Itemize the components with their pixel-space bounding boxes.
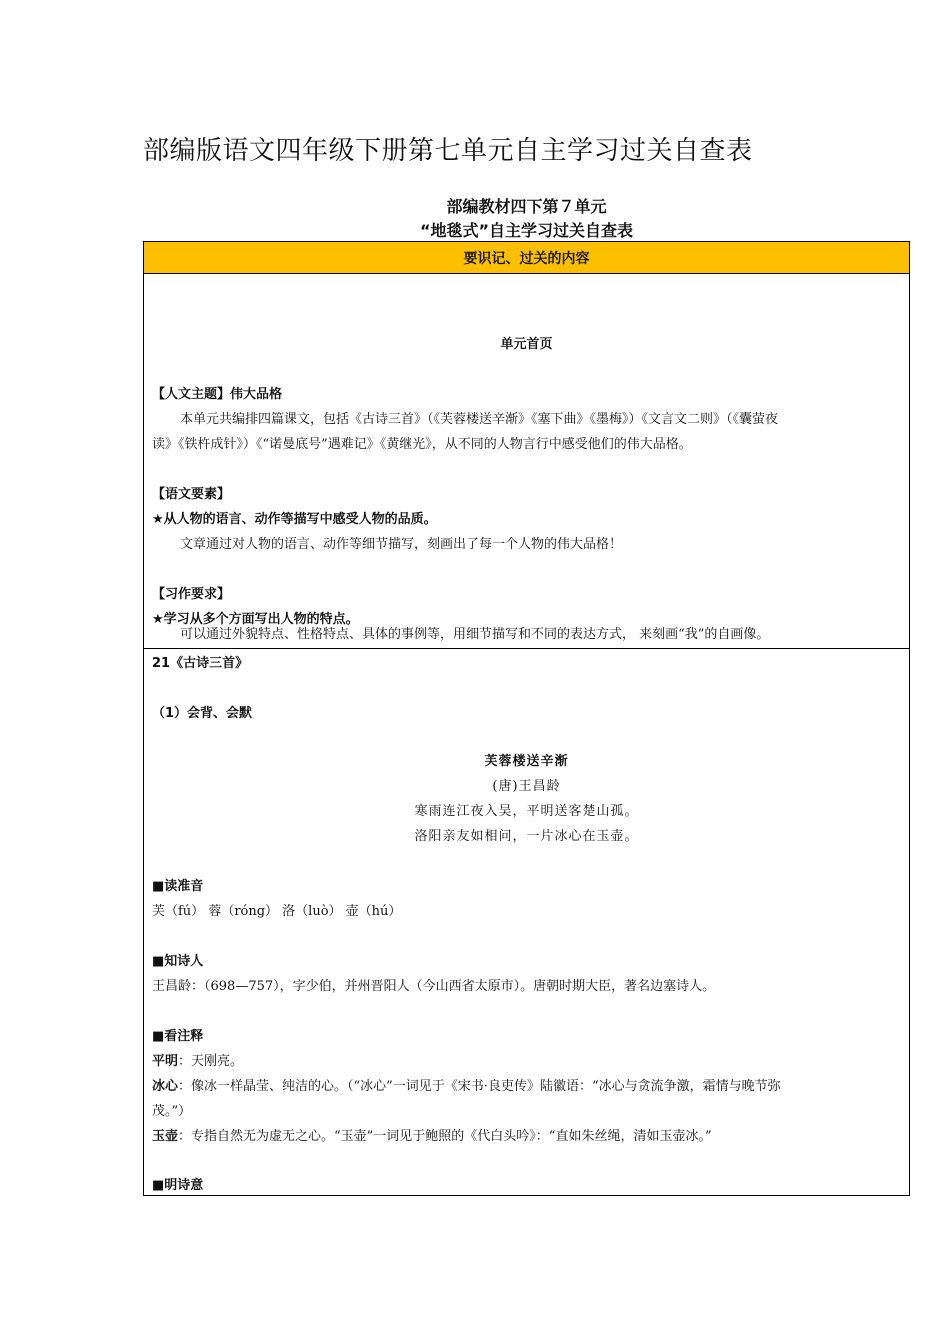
note-term: 平明 xyxy=(152,1054,179,1069)
note-text: ：像冰一样晶莹、纯洁的心。（“冰心”一词见于《宋书·良吏传》陆徽语：“冰心与贪流争激，霜情与晚节弥 xyxy=(178,1079,781,1094)
poet-text: 王昌龄：（698—757），字少伯，并州晋阳人（今山西省太原市）。唐朝时期大臣，著名边塞诗人。 xyxy=(152,979,716,994)
poem-title: 芙蓉楼送辛渐 xyxy=(484,754,569,769)
lesson-title: 21《古诗三首》 xyxy=(152,656,249,671)
writing-star: ★学习从多个方面写出人物的特点。 xyxy=(152,612,359,627)
writing-label: 【习作要求】 xyxy=(152,587,231,602)
notes-label: ■看注释 xyxy=(152,1029,204,1044)
checklist-table xyxy=(143,241,910,1196)
unit-home-heading: 单元首页 xyxy=(500,337,553,352)
note-text: ：天刚亮。 xyxy=(178,1054,244,1069)
poet-label: ■知诗人 xyxy=(152,954,204,969)
theme-text-line-1: 本单元共编排四篇课文，包括《古诗三首》（《芙蓉楼送辛渐》《塞下曲》《墨梅》）《文言文二则》（《囊萤夜 xyxy=(180,412,779,427)
note-text: ：专指自然无为虚无之心。“玉壶”一词见于鲍照的《代白头吟》：“直如朱丝绳，清如玉壶冰。” xyxy=(178,1129,712,1144)
poem-line-2: 洛阳亲友如相问，一片冰心在玉壶。 xyxy=(414,829,639,844)
document-title: 部编版语文四年级下册第七单元自主学习过关自查表 xyxy=(143,136,753,166)
note-term: 冰心 xyxy=(152,1079,179,1094)
note-term: 玉壶 xyxy=(152,1129,179,1144)
section-recite: （1）会背、会默 xyxy=(152,706,253,721)
table-header-label: 要识记、过关的内容 xyxy=(463,250,590,267)
pronunciation-label: ■读准音 xyxy=(152,879,204,894)
note-yuhu xyxy=(152,1128,712,1146)
theme-text-line-2: 读》《铁杵成针》）《“诺曼底号”遇难记》《黄继光》，从不同的人物言行中感受他们的伟大品格。 xyxy=(152,437,692,452)
note-pingming xyxy=(152,1053,243,1071)
unit-home-cell xyxy=(144,274,909,649)
poem-author: (唐)王昌龄 xyxy=(492,779,561,794)
elements-star: ★从人物的语言、动作等描写中感受人物的品质。 xyxy=(152,512,437,527)
theme-label: 【人文主题】伟大品格 xyxy=(152,387,283,402)
note-bingxin-continued: 茂。”） xyxy=(152,1104,192,1119)
note-bingxin xyxy=(152,1078,781,1096)
pronunciation-text: 芙（fú） 蓉（róng） 洛（luò） 壶（hú） xyxy=(152,904,402,919)
meaning-label: ■明诗意 xyxy=(152,1178,204,1193)
poem-line-1: 寒雨连江夜入吴，平明送客楚山孤。 xyxy=(414,804,639,819)
lesson-21-cell xyxy=(144,649,909,1195)
elements-label: 【语文要素】 xyxy=(152,487,231,502)
subtitle-checklist: “地毯式”自主学习过关自查表 xyxy=(419,221,634,240)
elements-text: 文章通过对人物的语言、动作等细节描写，刻画出了每一个人物的伟大品格！ xyxy=(180,537,623,552)
subtitle-unit: 部编教材四下第７单元 xyxy=(446,197,607,216)
table-header xyxy=(144,242,909,274)
writing-text: 可以通过外貌特点、性格特点、具体的事例等，用细节描写和不同的表达方式， 来刻画“我”的自画像。 xyxy=(180,627,770,642)
